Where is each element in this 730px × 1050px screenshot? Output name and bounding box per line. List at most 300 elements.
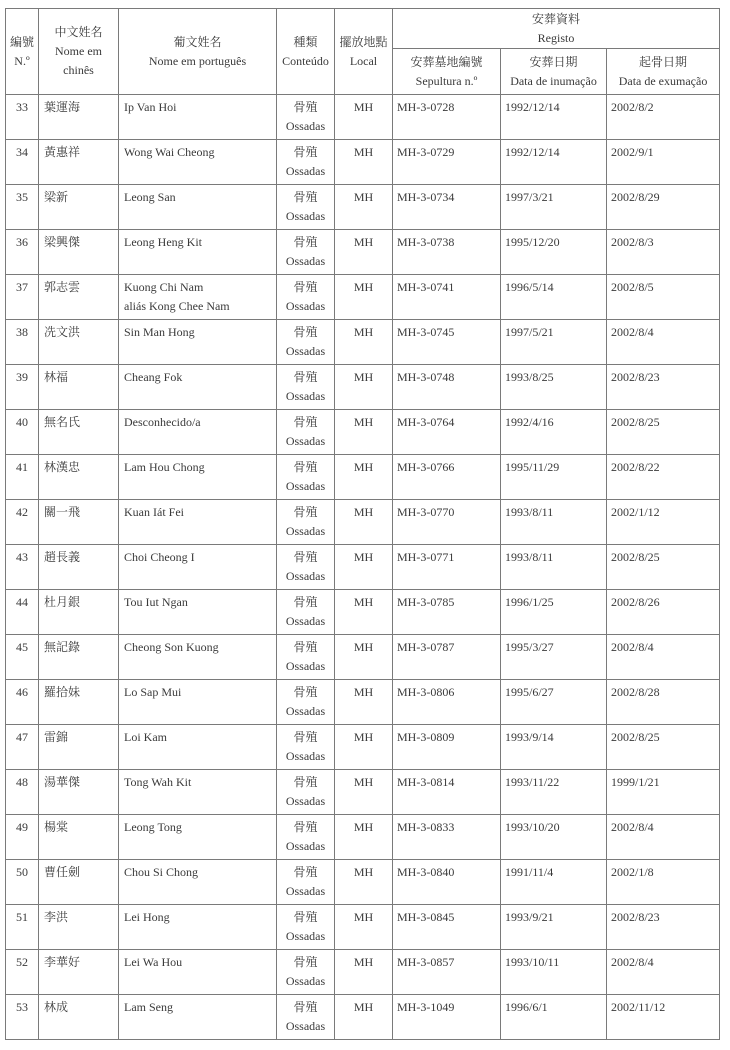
row-location — [335, 950, 393, 995]
row-grave-number — [393, 770, 501, 815]
row-content — [277, 680, 335, 725]
row-inhumation-date — [501, 140, 607, 185]
row-chinese-name-text: 黃惠祥 — [44, 145, 81, 159]
row-inhumation-date — [501, 815, 607, 860]
row-number — [6, 635, 39, 680]
row-exhumation-date — [607, 770, 720, 815]
exhumation-records-table — [5, 8, 720, 1040]
row-exhumation-date — [607, 635, 720, 680]
table-row — [6, 860, 720, 905]
row-chinese-name — [39, 500, 119, 545]
row-portuguese-name-text: Leong Heng Kit — [124, 235, 202, 249]
row-location — [335, 680, 393, 725]
row-exhumation-date-text: 2002/8/25 — [611, 730, 660, 744]
row-inhumation-date-text: 1997/3/21 — [505, 190, 554, 204]
row-content-pt: Ossadas — [285, 164, 326, 178]
row-chinese-name-text: 無名氏 — [44, 415, 81, 429]
row-location — [335, 500, 393, 545]
row-portuguese-name — [119, 995, 277, 1040]
row-location — [335, 455, 393, 500]
row-portuguese-name — [119, 500, 277, 545]
row-inhumation-date — [501, 545, 607, 590]
row-content — [277, 860, 335, 905]
row-chinese-name-text: 關一飛 — [44, 505, 81, 519]
row-location-text: MH — [353, 685, 374, 699]
row-number-text: 38 — [16, 325, 28, 339]
row-portuguese-name — [119, 770, 277, 815]
row-exhumation-date-text: 2002/8/4 — [611, 955, 654, 969]
row-location-text: MH — [353, 235, 374, 249]
row-content-pt: Ossadas — [285, 434, 326, 448]
row-content — [277, 635, 335, 680]
row-portuguese-name — [119, 815, 277, 860]
row-inhumation-date — [501, 230, 607, 275]
row-chinese-name-text: 趙長義 — [44, 550, 81, 564]
row-inhumation-date — [501, 905, 607, 950]
row-location-text: MH — [353, 460, 374, 474]
row-portuguese-name-text: Lo Sap Mui — [124, 685, 182, 699]
table-row — [6, 950, 720, 995]
header-registry-pt: Registo — [537, 30, 575, 45]
row-location — [335, 95, 393, 140]
row-location-text: MH — [353, 955, 374, 969]
row-portuguese-name — [119, 950, 277, 995]
row-chinese-name — [39, 635, 119, 680]
row-grave-number — [393, 140, 501, 185]
row-exhumation-date-text: 1999/1/21 — [611, 775, 660, 789]
row-location — [335, 995, 393, 1040]
header-number — [6, 9, 39, 95]
row-content — [277, 995, 335, 1040]
row-grave-number-text: MH-3-0857 — [397, 955, 455, 969]
row-content-pt: Ossadas — [285, 794, 326, 808]
row-content-zh: 骨殖 — [293, 595, 318, 609]
row-content-zh: 骨殖 — [293, 280, 318, 294]
row-grave-number — [393, 905, 501, 950]
table-row — [6, 995, 720, 1040]
row-exhumation-date — [607, 545, 720, 590]
row-exhumation-date — [607, 680, 720, 725]
row-content — [277, 905, 335, 950]
header-location-pt: Local — [349, 53, 378, 68]
row-content — [277, 185, 335, 230]
row-location-text: MH — [353, 415, 374, 429]
table-row — [6, 140, 720, 185]
row-inhumation-date — [501, 320, 607, 365]
row-chinese-name-text: 郭志雲 — [44, 280, 81, 294]
row-chinese-name — [39, 230, 119, 275]
row-content-pt: Ossadas — [285, 524, 326, 538]
row-content-pt: Ossadas — [285, 254, 326, 268]
row-grave-number-text: MH-3-0764 — [397, 415, 455, 429]
row-chinese-name — [39, 140, 119, 185]
row-number-text: 51 — [16, 910, 28, 924]
row-number-text: 42 — [16, 505, 28, 519]
row-portuguese-name — [119, 140, 277, 185]
row-grave-number-text: MH-3-0738 — [397, 235, 455, 249]
row-chinese-name-text: 李華好 — [44, 955, 81, 969]
row-exhumation-date-text: 2002/9/1 — [611, 145, 654, 159]
row-number — [6, 455, 39, 500]
row-number — [6, 95, 39, 140]
row-inhumation-date-text: 1995/12/20 — [505, 235, 560, 249]
row-exhumation-date-text: 2002/8/28 — [611, 685, 660, 699]
row-grave-number — [393, 455, 501, 500]
row-exhumation-date-text: 2002/8/4 — [611, 325, 654, 339]
row-exhumation-date-text: 2002/8/4 — [611, 640, 654, 654]
header-inhumation-date-zh: 安葬日期 — [529, 54, 578, 69]
row-content — [277, 500, 335, 545]
row-number — [6, 320, 39, 365]
row-chinese-name-text: 曹任劍 — [44, 865, 81, 879]
row-chinese-name-text: 林成 — [44, 1000, 69, 1014]
row-location — [335, 905, 393, 950]
row-chinese-name-text: 梁新 — [44, 190, 69, 204]
row-number — [6, 275, 39, 320]
row-location — [335, 725, 393, 770]
row-number-text: 39 — [16, 370, 28, 384]
row-chinese-name — [39, 950, 119, 995]
row-exhumation-date-text: 2002/11/12 — [611, 1000, 666, 1014]
row-location — [335, 545, 393, 590]
row-portuguese-name-text: Wong Wai Cheong — [124, 145, 215, 159]
row-exhumation-date-text: 2002/8/26 — [611, 595, 660, 609]
row-portuguese-name-text: Lei Wa Hou — [124, 955, 183, 969]
row-location — [335, 815, 393, 860]
row-number — [6, 410, 39, 455]
row-content — [277, 725, 335, 770]
table-row — [6, 365, 720, 410]
row-inhumation-date-text: 1992/12/14 — [505, 100, 560, 114]
row-number-text: 50 — [16, 865, 28, 879]
row-number-text: 52 — [16, 955, 28, 969]
row-exhumation-date-text: 2002/8/23 — [611, 910, 660, 924]
row-number — [6, 185, 39, 230]
row-chinese-name-text: 梁興傑 — [44, 235, 81, 249]
row-content-zh: 骨殖 — [293, 865, 318, 879]
row-number — [6, 815, 39, 860]
row-content-zh: 骨殖 — [293, 910, 318, 924]
row-inhumation-date-text: 1996/1/25 — [505, 595, 554, 609]
row-grave-number-text: MH-3-0766 — [397, 460, 455, 474]
row-grave-number — [393, 230, 501, 275]
row-inhumation-date-text: 1993/9/21 — [505, 910, 554, 924]
row-content-pt: Ossadas — [285, 884, 326, 898]
row-exhumation-date — [607, 905, 720, 950]
row-number-text: 48 — [16, 775, 28, 789]
row-content-pt: Ossadas — [285, 569, 326, 583]
row-content-pt: Ossadas — [285, 119, 326, 133]
row-portuguese-name — [119, 410, 277, 455]
row-chinese-name — [39, 590, 119, 635]
row-number-text: 47 — [16, 730, 28, 744]
table-header — [6, 9, 720, 95]
row-grave-number — [393, 860, 501, 905]
row-grave-number-text: MH-3-0814 — [397, 775, 455, 789]
header-registry-zh: 安葬資料 — [532, 11, 581, 26]
row-content-pt: Ossadas — [285, 479, 326, 493]
row-grave-number-text: MH-3-0771 — [397, 550, 455, 564]
row-content-zh: 骨殖 — [293, 415, 318, 429]
row-portuguese-name — [119, 275, 277, 320]
table-row — [6, 635, 720, 680]
row-exhumation-date-text: 2002/1/8 — [611, 865, 654, 879]
header-grave-pt: Sepultura n.º — [415, 73, 478, 88]
header-portuguese-name — [119, 9, 277, 95]
row-location-text: MH — [353, 325, 374, 339]
row-grave-number-text: MH-3-0806 — [397, 685, 455, 699]
header-number-pt: N.º — [14, 53, 30, 68]
row-location — [335, 275, 393, 320]
row-content-pt: Ossadas — [285, 299, 326, 313]
row-chinese-name — [39, 770, 119, 815]
row-content — [277, 455, 335, 500]
table-row — [6, 95, 720, 140]
row-number-text: 36 — [16, 235, 28, 249]
row-portuguese-name-text: Leong San — [124, 190, 176, 204]
row-content — [277, 95, 335, 140]
row-exhumation-date — [607, 185, 720, 230]
row-content-zh: 骨殖 — [293, 955, 318, 969]
row-inhumation-date — [501, 95, 607, 140]
row-exhumation-date-text: 2002/8/25 — [611, 550, 660, 564]
row-grave-number — [393, 995, 501, 1040]
row-inhumation-date — [501, 185, 607, 230]
row-content-zh: 骨殖 — [293, 820, 318, 834]
row-portuguese-name-text: Sin Man Hong — [124, 325, 195, 339]
row-content-pt: Ossadas — [285, 929, 326, 943]
row-location — [335, 140, 393, 185]
table-row — [6, 725, 720, 770]
row-number — [6, 590, 39, 635]
row-number-text: 44 — [16, 595, 28, 609]
table-row — [6, 455, 720, 500]
row-content — [277, 365, 335, 410]
row-content — [277, 275, 335, 320]
row-grave-number — [393, 500, 501, 545]
row-portuguese-name-text: Kuong Chi Nam — [124, 280, 204, 294]
row-exhumation-date-text: 2002/1/12 — [611, 505, 660, 519]
row-exhumation-date — [607, 410, 720, 455]
row-grave-number — [393, 680, 501, 725]
row-number-text: 35 — [16, 190, 28, 204]
row-location — [335, 590, 393, 635]
header-chinese-name — [39, 9, 119, 95]
row-content-zh: 骨殖 — [293, 775, 318, 789]
row-portuguese-name — [119, 185, 277, 230]
row-portuguese-name-text: Kuan Iát Fei — [124, 505, 184, 519]
row-portuguese-name-text: Cheong Son Kuong — [124, 640, 219, 654]
row-content — [277, 770, 335, 815]
row-grave-number — [393, 635, 501, 680]
row-portuguese-name-text: Lei Hong — [124, 910, 170, 924]
row-content-zh: 骨殖 — [293, 640, 318, 654]
row-location-text: MH — [353, 865, 374, 879]
row-inhumation-date-text: 1995/11/29 — [505, 460, 560, 474]
table-body — [6, 95, 720, 1040]
row-location — [335, 365, 393, 410]
row-portuguese-name-text: Desconhecido/a — [124, 415, 201, 429]
row-inhumation-date-text: 1996/6/1 — [505, 1000, 548, 1014]
row-content-pt: Ossadas — [285, 839, 326, 853]
row-location-text: MH — [353, 640, 374, 654]
row-content-zh: 骨殖 — [293, 730, 318, 744]
row-content-pt: Ossadas — [285, 344, 326, 358]
row-number-text: 33 — [16, 100, 28, 114]
row-chinese-name — [39, 545, 119, 590]
row-portuguese-name-text: Tou Iut Ngan — [124, 595, 188, 609]
header-grave — [393, 49, 501, 95]
row-portuguese-name — [119, 680, 277, 725]
table-row — [6, 275, 720, 320]
row-grave-number-text: MH-3-0734 — [397, 190, 455, 204]
row-grave-number-text: MH-3-0809 — [397, 730, 455, 744]
row-content — [277, 950, 335, 995]
row-number — [6, 995, 39, 1040]
header-exhumation-date-pt: Data de exumação — [618, 73, 708, 88]
row-inhumation-date — [501, 275, 607, 320]
row-location — [335, 185, 393, 230]
row-location-text: MH — [353, 595, 374, 609]
row-number — [6, 905, 39, 950]
row-grave-number-text: MH-3-0840 — [397, 865, 455, 879]
table-row — [6, 905, 720, 950]
row-location-text: MH — [353, 820, 374, 834]
row-exhumation-date-text: 2002/8/4 — [611, 820, 654, 834]
row-exhumation-date — [607, 455, 720, 500]
table-row — [6, 590, 720, 635]
header-exhumation-date-zh: 起骨日期 — [639, 54, 688, 69]
row-chinese-name — [39, 860, 119, 905]
row-portuguese-name — [119, 455, 277, 500]
row-content-pt: Ossadas — [285, 1019, 326, 1033]
header-inhumation-date — [501, 49, 607, 95]
row-inhumation-date — [501, 950, 607, 995]
header-grave-zh: 安葬墓地編號 — [410, 54, 483, 69]
row-exhumation-date-text: 2002/8/3 — [611, 235, 654, 249]
header-location-zh: 擺放地點 — [339, 34, 388, 49]
row-chinese-name-text: 杜月銀 — [44, 595, 81, 609]
row-portuguese-name-text: Lam Hou Chong — [124, 460, 205, 474]
row-inhumation-date — [501, 410, 607, 455]
row-inhumation-date — [501, 995, 607, 1040]
row-chinese-name-text: 林漢忠 — [44, 460, 81, 474]
row-grave-number-text: MH-3-0785 — [397, 595, 455, 609]
row-number — [6, 140, 39, 185]
row-grave-number-text: MH-3-0741 — [397, 280, 455, 294]
row-portuguese-name — [119, 545, 277, 590]
row-chinese-name-text: 雷錦 — [44, 730, 69, 744]
row-content-zh: 骨殖 — [293, 505, 318, 519]
document-page — [5, 8, 720, 1040]
row-inhumation-date-text: 1993/10/11 — [505, 955, 560, 969]
row-grave-number — [393, 185, 501, 230]
row-portuguese-name-text: Tong Wah Kit — [124, 775, 192, 789]
row-location-text: MH — [353, 370, 374, 384]
header-chinese-name-pt: Nome em chinês — [55, 44, 102, 77]
row-content-zh: 骨殖 — [293, 325, 318, 339]
row-chinese-name-text: 林福 — [44, 370, 69, 384]
row-number — [6, 725, 39, 770]
row-grave-number — [393, 725, 501, 770]
row-exhumation-date-text: 2002/8/5 — [611, 280, 654, 294]
row-exhumation-date — [607, 95, 720, 140]
row-exhumation-date — [607, 860, 720, 905]
row-inhumation-date — [501, 635, 607, 680]
row-exhumation-date-text: 2002/8/2 — [611, 100, 654, 114]
row-content-pt: Ossadas — [285, 974, 326, 988]
row-portuguese-name-text: Leong Tong — [124, 820, 182, 834]
row-chinese-name — [39, 365, 119, 410]
header-number-zh: 編號 — [9, 34, 34, 49]
row-portuguese-alias-text: aliás Kong Chee Nam — [124, 299, 230, 313]
row-inhumation-date-text: 1995/6/27 — [505, 685, 554, 699]
row-portuguese-name — [119, 230, 277, 275]
row-exhumation-date — [607, 815, 720, 860]
row-inhumation-date-text: 1992/4/16 — [505, 415, 554, 429]
row-portuguese-name — [119, 905, 277, 950]
row-exhumation-date-text: 2002/8/29 — [611, 190, 660, 204]
row-grave-number-text: MH-3-0745 — [397, 325, 455, 339]
row-location — [335, 230, 393, 275]
row-inhumation-date-text: 1996/5/14 — [505, 280, 554, 294]
row-content-zh: 骨殖 — [293, 190, 318, 204]
header-portuguese-name-zh: 葡文姓名 — [173, 34, 222, 49]
row-grave-number — [393, 365, 501, 410]
row-number — [6, 365, 39, 410]
row-grave-number — [393, 590, 501, 635]
row-content-zh: 骨殖 — [293, 145, 318, 159]
row-portuguese-name-text: Cheang Fok — [124, 370, 183, 384]
header-location — [335, 9, 393, 95]
row-grave-number-text: MH-3-0833 — [397, 820, 455, 834]
row-content — [277, 545, 335, 590]
row-chinese-name-text: 無記錄 — [44, 640, 81, 654]
header-exhumation-date — [607, 49, 720, 95]
row-grave-number-text: MH-3-0787 — [397, 640, 455, 654]
row-content-zh: 骨殖 — [293, 100, 318, 114]
row-chinese-name — [39, 410, 119, 455]
row-content-pt: Ossadas — [285, 659, 326, 673]
row-inhumation-date-text: 1993/8/11 — [505, 550, 554, 564]
row-chinese-name-text: 葉運海 — [44, 100, 81, 114]
row-location-text: MH — [353, 730, 374, 744]
row-number — [6, 230, 39, 275]
row-inhumation-date-text: 1997/5/21 — [505, 325, 554, 339]
header-inhumation-date-pt: Data de inumação — [510, 73, 597, 88]
row-inhumation-date-text: 1993/11/22 — [505, 775, 560, 789]
row-exhumation-date — [607, 995, 720, 1040]
row-chinese-name-text: 羅拾妹 — [44, 685, 81, 699]
row-exhumation-date — [607, 230, 720, 275]
row-inhumation-date — [501, 770, 607, 815]
table-row — [6, 320, 720, 365]
row-portuguese-name — [119, 635, 277, 680]
row-content-zh: 骨殖 — [293, 550, 318, 564]
row-grave-number-text: MH-3-0729 — [397, 145, 455, 159]
row-content-zh: 骨殖 — [293, 235, 318, 249]
row-portuguese-name-text: Ip Van Hoi — [124, 100, 177, 114]
header-chinese-name-zh: 中文姓名 — [54, 25, 103, 39]
table-row — [6, 230, 720, 275]
row-chinese-name-text: 湯華傑 — [44, 775, 81, 789]
row-exhumation-date-text: 2002/8/22 — [611, 460, 660, 474]
row-content — [277, 590, 335, 635]
row-exhumation-date-text: 2002/8/25 — [611, 415, 660, 429]
row-location — [335, 410, 393, 455]
row-exhumation-date — [607, 320, 720, 365]
row-chinese-name — [39, 185, 119, 230]
